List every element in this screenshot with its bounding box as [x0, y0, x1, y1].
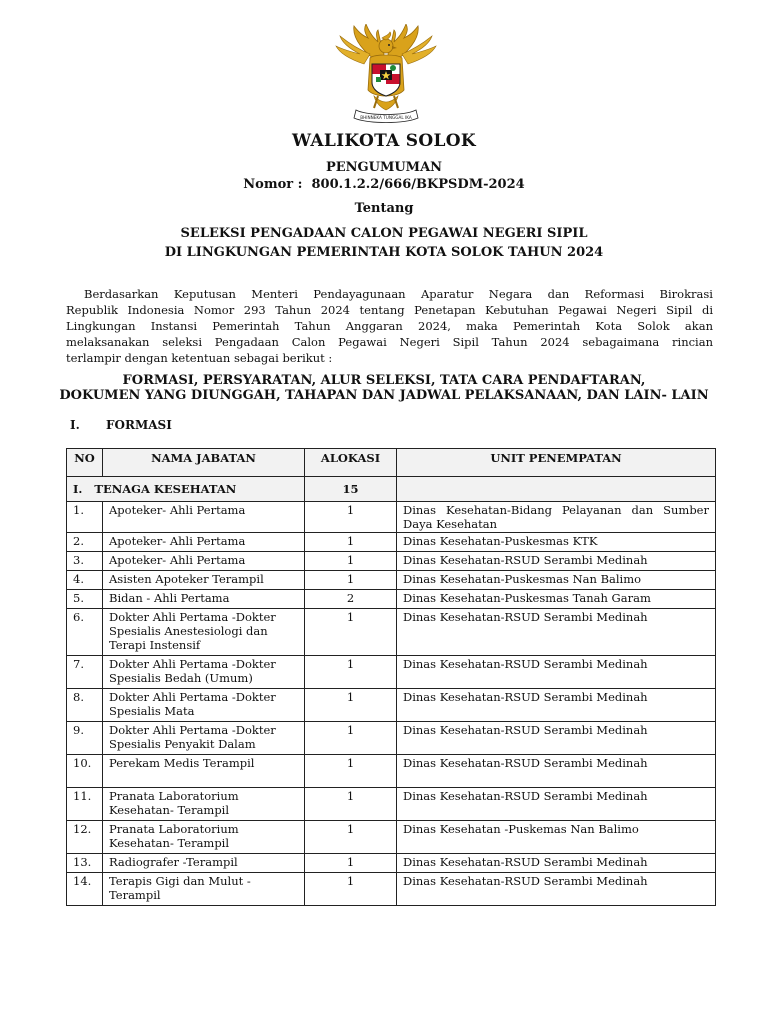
cell-unit: Dinas Kesehatan-Puskesmas KTK — [397, 533, 716, 552]
document-title: WALIKOTA SOLOK — [292, 131, 476, 151]
intro-line: Berdasarkan Keputusan Menteri Pendayagunaan Aparatur Negara dan Reformasi Birokrasi — [84, 287, 713, 301]
cell-alokasi: 1 — [305, 755, 397, 788]
intro-line: Lingkungan Instansi Pemerintah Tahun Anggaran 2024, maka Pemerintah Kota Solok akan — [66, 319, 713, 333]
cell-alokasi: 1 — [305, 609, 397, 656]
cell-unit: Dinas Kesehatan-Bidang Pelayanan dan Sumber Daya Kesehatan — [397, 502, 716, 533]
group-empty-cell — [397, 477, 716, 502]
cell-unit: Dinas Kesehatan-Puskesmas Tanah Garam — [397, 590, 716, 609]
cell-unit: Dinas Kesehatan-RSUD Serambi Medinah — [397, 873, 716, 906]
table-header-row — [67, 449, 716, 477]
cell-jabatan: Pranata Laboratorium Kesehatan- Terampil — [103, 788, 305, 821]
cell-unit: Dinas Kesehatan-RSUD Serambi Medinah — [397, 854, 716, 873]
table-row — [67, 755, 716, 788]
announcement-number: Nomor : 800.1.2.2/666/BKPSDM-2024 — [243, 177, 525, 192]
table-row — [67, 590, 716, 609]
cell-alokasi: 1 — [305, 873, 397, 906]
subject-line-1: SELEKSI PENGADAAN CALON PEGAWAI NEGERI SIPIL — [180, 226, 588, 241]
cell-no: 3. — [67, 552, 103, 571]
cell-no: 13. — [67, 854, 103, 873]
cell-alokasi: 1 — [305, 854, 397, 873]
cell-unit: Dinas Kesehatan-Puskesmas Nan Balimo — [397, 571, 716, 590]
cell-no: 10. — [67, 755, 103, 788]
cell-jabatan: Asisten Apoteker Terampil — [103, 571, 305, 590]
cell-no: 2. — [67, 533, 103, 552]
cell-no: 4. — [67, 571, 103, 590]
cell-no: 9. — [67, 722, 103, 755]
cell-unit: Dinas Kesehatan-RSUD Serambi Medinah — [397, 689, 716, 722]
section-title: FORMASI — [106, 418, 172, 432]
group-total: 15 — [305, 477, 397, 502]
cell-jabatan: Radiografer -Terampil — [103, 854, 305, 873]
cell-jabatan: Apoteker- Ahli Pertama — [103, 502, 305, 533]
intro-line: Republik Indonesia Nomor 293 Tahun 2024 tentang Penetapan Kebutuhan Pegawai Negeri Sipil di — [66, 303, 713, 317]
header-nama-jabatan: NAMA JABATAN — [103, 449, 305, 477]
cell-alokasi: 1 — [305, 722, 397, 755]
cell-no: 1. — [67, 502, 103, 533]
about-label: Tentang — [354, 201, 414, 216]
announcement-label: PENGUMUMAN — [325, 160, 443, 175]
cell-unit: Dinas Kesehatan-RSUD Serambi Medinah — [397, 788, 716, 821]
table-row — [67, 656, 716, 689]
cell-unit: Dinas Kesehatan-RSUD Serambi Medinah — [397, 552, 716, 571]
cell-no: 8. — [67, 689, 103, 722]
cell-jabatan: Terapis Gigi dan Mulut - Terampil — [103, 873, 305, 906]
group-row-tenaga-kesehatan — [67, 477, 716, 502]
cell-unit: Dinas Kesehatan-RSUD Serambi Medinah — [397, 722, 716, 755]
intro-line: melaksanakan seleksi Pengadaan Calon Pegawai Negeri Sipil Tahun 2024 sebagaimana rincian — [66, 335, 713, 349]
subject-line-2: DI LINGKUNGAN PEMERINTAH KOTA SOLOK TAHUN 2024 — [164, 245, 604, 260]
intro-line: terlampir dengan ketentuan sebagai berikut : — [66, 351, 333, 365]
cell-unit: Dinas Kesehatan-RSUD Serambi Medinah — [397, 755, 716, 788]
table-row — [67, 609, 716, 656]
table-row — [67, 552, 716, 571]
cell-jabatan: Dokter Ahli Pertama -Dokter Spesialis Mata — [103, 689, 305, 722]
table-row — [67, 689, 716, 722]
emblem-motto: BHINNEKA TUNGGAL IKA — [360, 115, 412, 120]
cell-jabatan: Apoteker- Ahli Pertama — [103, 552, 305, 571]
cell-no: 11. — [67, 788, 103, 821]
cell-alokasi: 1 — [305, 533, 397, 552]
table-row — [67, 873, 716, 906]
cell-alokasi: 1 — [305, 571, 397, 590]
cell-jabatan: Pranata Laboratorium Kesehatan- Terampil — [103, 821, 305, 854]
table-row — [67, 533, 716, 552]
cell-alokasi: 1 — [305, 788, 397, 821]
cell-no: 7. — [67, 656, 103, 689]
cell-jabatan: Dokter Ahli Pertama -Dokter Spesialis Bedah (Umum) — [103, 656, 305, 689]
section-heading-line-2: DOKUMEN YANG DIUNGGAH, TAHAPAN DAN JADWAL PELAKSANAAN, DAN LAIN- LAIN — [59, 388, 709, 403]
header-alokasi: ALOKASI — [305, 449, 397, 477]
garuda-emblem-icon — [334, 24, 438, 126]
section-number: I. — [70, 418, 80, 432]
table-row — [67, 571, 716, 590]
intro-paragraph — [66, 286, 713, 366]
table-row — [67, 854, 716, 873]
cell-unit: Dinas Kesehatan-RSUD Serambi Medinah — [397, 609, 716, 656]
cell-alokasi: 1 — [305, 689, 397, 722]
cell-jabatan: Apoteker- Ahli Pertama — [103, 533, 305, 552]
cell-no: 6. — [67, 609, 103, 656]
cell-no: 5. — [67, 590, 103, 609]
table-row — [67, 788, 716, 821]
cell-jabatan: Bidan - Ahli Pertama — [103, 590, 305, 609]
table-row — [67, 821, 716, 854]
group-label: I. TENAGA KESEHATAN — [67, 477, 305, 502]
cell-alokasi: 1 — [305, 502, 397, 533]
header-no: NO — [67, 449, 103, 477]
cell-alokasi: 2 — [305, 590, 397, 609]
cell-unit: Dinas Kesehatan -Puskemas Nan Balimo — [397, 821, 716, 854]
cell-no: 14. — [67, 873, 103, 906]
cell-jabatan: Dokter Ahli Pertama -Dokter Spesialis Penyakit Dalam — [103, 722, 305, 755]
cell-unit: Dinas Kesehatan-RSUD Serambi Medinah — [397, 656, 716, 689]
section-formasi — [70, 418, 172, 432]
cell-jabatan: Dokter Ahli Pertama -Dokter Spesialis Anestesiologi dan Terapi Instensif — [103, 609, 305, 656]
header-unit-penempatan: UNIT PENEMPATAN — [397, 449, 716, 477]
formasi-table — [66, 448, 716, 906]
cell-alokasi: 1 — [305, 656, 397, 689]
cell-alokasi: 1 — [305, 552, 397, 571]
cell-jabatan: Perekam Medis Terampil — [103, 755, 305, 788]
table-row — [67, 722, 716, 755]
table-row — [67, 502, 716, 533]
cell-alokasi: 1 — [305, 821, 397, 854]
section-heading-line-1: FORMASI, PERSYARATAN, ALUR SELEKSI, TATA CARA PENDAFTARAN, — [122, 373, 646, 388]
cell-no: 12. — [67, 821, 103, 854]
